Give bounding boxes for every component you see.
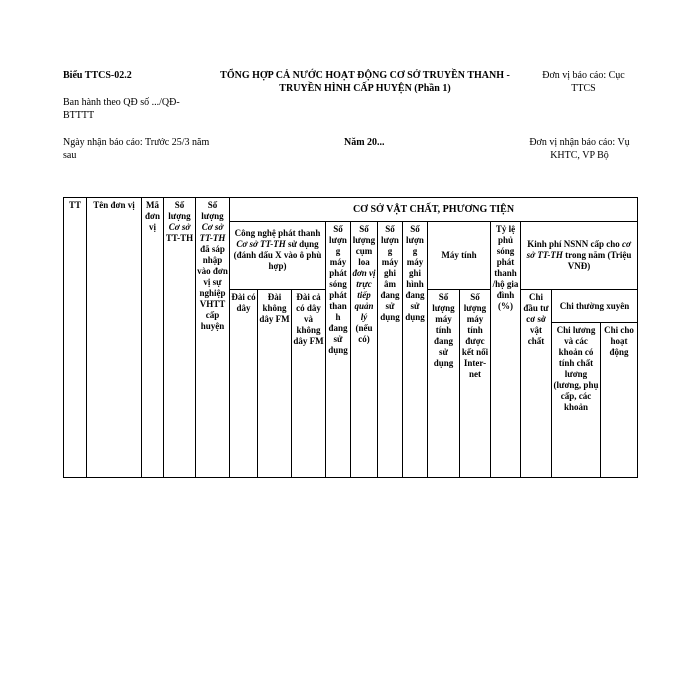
tech-wireless-fm: Đài không dây FM bbox=[258, 290, 292, 478]
group-budget: Kinh phí NSNN cấp cho cơ sở TT-TH trong năm (Triệu VNĐ) bbox=[521, 222, 638, 290]
col-transmitters: Số lượng máy phát sóng phát thanh đang sử dụng bbox=[326, 222, 351, 478]
computers-internet: Số lượng máy tính được kết nối Inter-net bbox=[460, 290, 491, 478]
regular-header: Chi thường xuyên bbox=[552, 290, 637, 323]
col-coverage: Tỷ lệ phủ sóng phát thanh /hộ gia đình (%) bbox=[491, 222, 521, 478]
col-merged-facilities: Số lượng Cơ sở TT-TH đã sáp nhập vào đơn vị sự nghiệp VHTT cấp huyện bbox=[196, 198, 230, 478]
col-unit-name: Tên đơn vị bbox=[87, 198, 142, 478]
col-tt: TT bbox=[64, 198, 87, 478]
group-regular bbox=[552, 290, 638, 478]
report-year: Năm 20... bbox=[344, 137, 385, 148]
page-title: TỔNG HỢP CẢ NƯỚC HOẠT ĐỘNG CƠ SỞ TRUYỀN THANH - TRUYỀN HÌNH CẤP HUYỆN (Phần 1) bbox=[220, 70, 510, 94]
group-tech: Công nghệ phát thanh Cơ sở TT-TH sử dụng (đánh dấu X vào ô phù hợp) bbox=[230, 222, 326, 290]
col-video-recorders: Số lượng máy ghi hình đang sử dụng bbox=[403, 222, 428, 478]
report-table bbox=[63, 197, 638, 478]
regular-operations: Chi cho hoạt động bbox=[604, 325, 634, 357]
col-num-facilities: Số lượng Cơ sở TT-TH bbox=[164, 198, 196, 478]
reporting-unit: Đơn vị báo cáo: Cục TTCS bbox=[542, 70, 625, 94]
form-code: Biểu TTCS-02.2 bbox=[63, 70, 132, 81]
budget-investment: Chi đầu tư cơ sở vật chất bbox=[521, 290, 552, 478]
regular-salary: Chi lương và các khoản có tính chất lương (lương, phụ cấp, các khoản bbox=[552, 323, 601, 477]
receive-date: Ngày nhận báo cáo: Trước 25/3 năm sau bbox=[63, 137, 210, 161]
group-computers: Máy tính bbox=[428, 222, 491, 290]
tech-both: Đài cả có dây và không dây FM bbox=[292, 290, 326, 478]
tech-wired: Đài có dây bbox=[230, 290, 258, 478]
computers-in-use: Số lượng máy tính đang sử dụng bbox=[428, 290, 460, 478]
col-unit-code: Mã đơn vị bbox=[142, 198, 164, 478]
col-recorders: Số lượng máy ghi âm đang sử dụng bbox=[378, 222, 403, 478]
col-speaker-clusters: Số lượng cụm loa đơn vị trực tiếp quản lý (nếu có) bbox=[351, 222, 378, 478]
receiving-unit: Đơn vị nhận báo cáo: Vụ KHTC, VP Bộ bbox=[529, 137, 630, 161]
group-facilities: CƠ SỞ VẬT CHẤT, PHƯƠNG TIỆN bbox=[230, 198, 638, 222]
issued-by: Ban hành theo QĐ số .../QĐ-BTTTT bbox=[63, 97, 180, 121]
